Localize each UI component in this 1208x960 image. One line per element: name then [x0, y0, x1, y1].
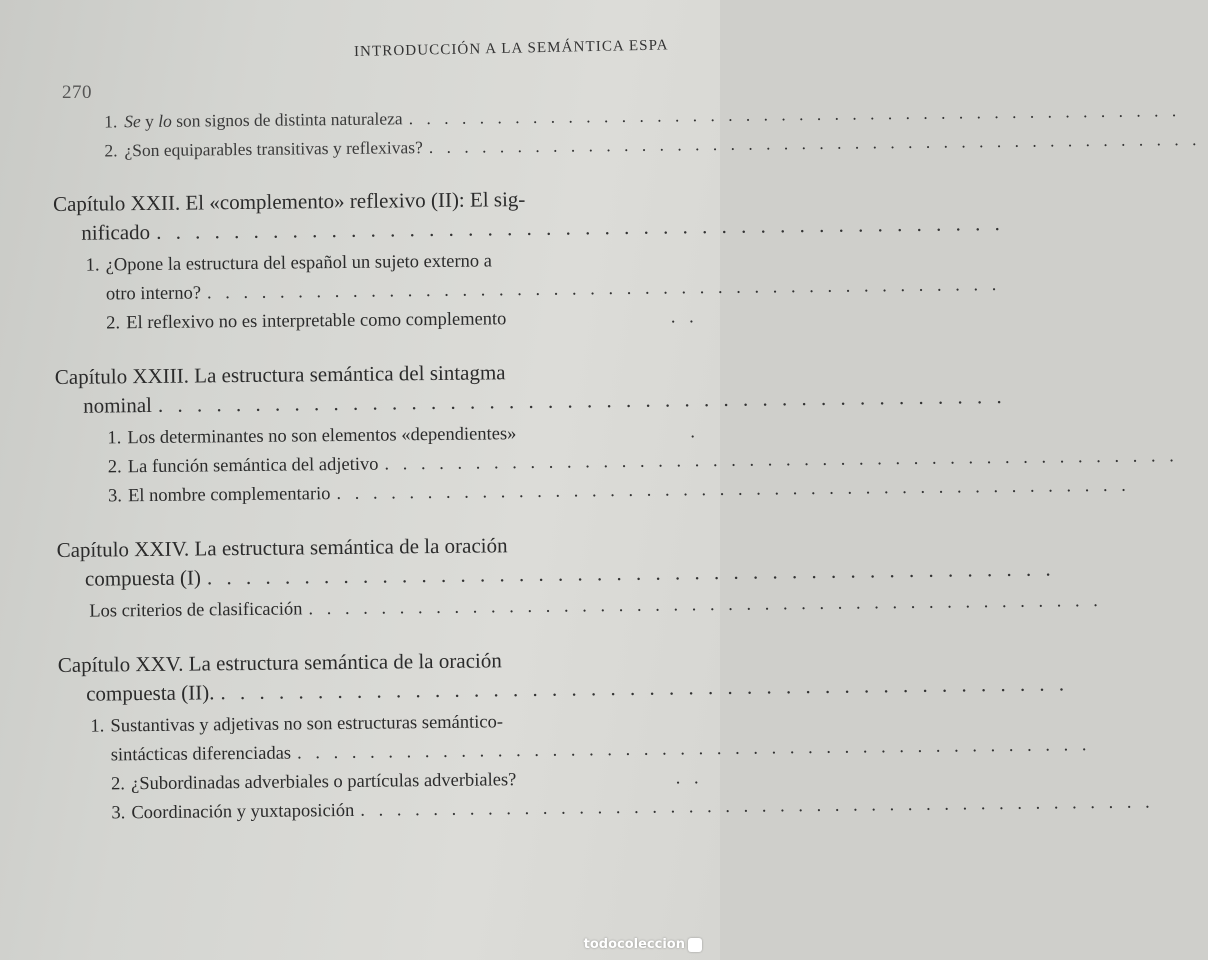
item-text-italic: Se [124, 111, 141, 132]
item-number: 2. [106, 313, 121, 334]
item-text: Coordinación y yuxtaposición [131, 800, 355, 824]
item-number: 2. [110, 774, 126, 795]
chapter-title-line: Capítulo XXV. La estructura semántica de la oración [57, 648, 502, 677]
item-number: 1. [85, 255, 100, 276]
toc-item [90, 706, 1092, 770]
chapter-title-line: Capítulo XXIV. La estructura semántica de la oración [56, 533, 508, 562]
chapter-xxiii [54, 356, 1179, 512]
dot-leader: . . [675, 768, 704, 789]
item-text: Los criterios de clasificación [89, 599, 303, 622]
chapter-xxii [52, 183, 1005, 339]
chapter-title-line: compuesta (I) [84, 565, 202, 591]
item-text: ¿Opone la estructura del español un sujeto externo a [105, 251, 493, 276]
dot-leader: . [690, 422, 700, 443]
item-number: 1. [104, 111, 118, 132]
chapter-title-line: Capítulo XXII. El «complemento» reflexivo (II): El sig- [52, 187, 526, 216]
item-text-italic: lo [158, 110, 172, 131]
page-number: 270 [62, 82, 92, 103]
toc-item [88, 475, 1131, 511]
item-text: El reflexivo no es interpretable como complemento [126, 309, 507, 334]
chapter-xxv [57, 644, 1155, 829]
chapter-xxiv [56, 529, 1103, 627]
item-text: ¿Son equiparables transitivas y reflexivas? [124, 137, 423, 161]
item-number: 1. [90, 716, 105, 737]
dot-leader: . . . . . . . . . . . . . . . . . . . . . . . . . . . . . . . . . . . . . . . . . . . . [206, 556, 1056, 590]
item-text: sintácticas diferenciadas [110, 743, 292, 766]
watermark-text: todocoleccion [583, 937, 685, 952]
dot-leader: . . . . . . . . . . . . . . . . . . . . . . . . . . . . . . . . . . . . . . . . . . . . [336, 475, 1131, 505]
chapter-title-line: compuesta (II). [86, 680, 215, 706]
dot-leader: . . . . . . . . . . . . . . . . . . . . . . . . . . . . . . . . . . . . . . . . . . . . [157, 384, 1007, 417]
item-text: Sustantivas y adjetivas no son estructuras semántico- [110, 712, 504, 737]
dot-leader: . . . . . . . . . . . . . . . . . . . . . . . . . . . . . . . . . . . . . . . . . . . . [206, 275, 1001, 304]
chapter-title [57, 644, 1069, 709]
running-head: INTRODUCCIÓN A LA SEMÁNTICA ESPA [353, 37, 669, 60]
dot-leader: . . . . . . . . . . . . . . . . . . . . . . . . . . . . . . . . . . . . . . . . . . . . [296, 735, 1092, 764]
table-of-contents [52, 100, 1201, 829]
toc-item [86, 303, 698, 338]
watermark [584, 937, 702, 952]
watermark-logo-icon [688, 938, 702, 952]
item-text: otro interno? [105, 283, 202, 305]
toc-item [85, 245, 1001, 309]
dot-leader: . . . . . . . . . . . . . . . . . . . . . . . . . . . . . . . . . . . . . . . . . . . . [308, 591, 1103, 620]
item-text: La función semántica del adjetivo [127, 454, 379, 478]
toc-item [91, 792, 1155, 828]
item-number: 2. [107, 457, 122, 478]
dot-leader: . . . . . . . . . . . . . . . . . . . . . . . . . . . . . . . . . . . . . . . . . . . . [220, 671, 1069, 705]
toc-continuation [52, 100, 1201, 166]
dot-leader: . . . . . . . . . . . . . . . . . . . . . . . . . . . . . . . . . . . . . . . . . . . . [384, 446, 1179, 475]
chapter-title-line: Capítulo XXIII. La estructura semántica del sintagma [54, 360, 506, 389]
item-number: 2. [104, 140, 118, 161]
dot-leader: . . . . . . . . . . . . . . . . . . . . . . . . . . . . . . . . . . . . . . . . . . . . [360, 792, 1155, 821]
dot-leader: . . [670, 307, 699, 328]
item-number: 1. [107, 428, 122, 449]
chapter-title [52, 183, 1005, 248]
chapter-title [54, 356, 1007, 421]
dot-leader: . . . . . . . . . . . . . . . . . . . . . . . . . . . . . . . . . . . . . . . . . . . . [428, 128, 1201, 158]
item-text: Los determinantes no son elementos «dependientes» [127, 424, 517, 449]
item-text: El nombre complementario [127, 484, 331, 507]
dot-leader: . . . . . . . . . . . . . . . . . . . . . . . . . . . . . . . . . . . . . . . . . . . . [408, 100, 1181, 129]
item-text: y [140, 110, 159, 132]
toc-item [84, 128, 1201, 165]
chapter-title-line: nominal [82, 392, 153, 418]
item-number: 3. [107, 486, 123, 507]
item-number: 3. [111, 803, 126, 824]
item-text: son signos de distinta naturaleza [171, 108, 403, 131]
toc-item [89, 591, 1103, 626]
chapter-title [56, 529, 1056, 594]
item-text: ¿Subordinadas adverbiales o partículas adverbiales? [130, 770, 517, 795]
chapter-title-line: nificado [81, 219, 151, 245]
dot-leader: . . . . . . . . . . . . . . . . . . . . . . . . . . . . . . . . . . . . . . . . . . . . [155, 211, 1005, 244]
